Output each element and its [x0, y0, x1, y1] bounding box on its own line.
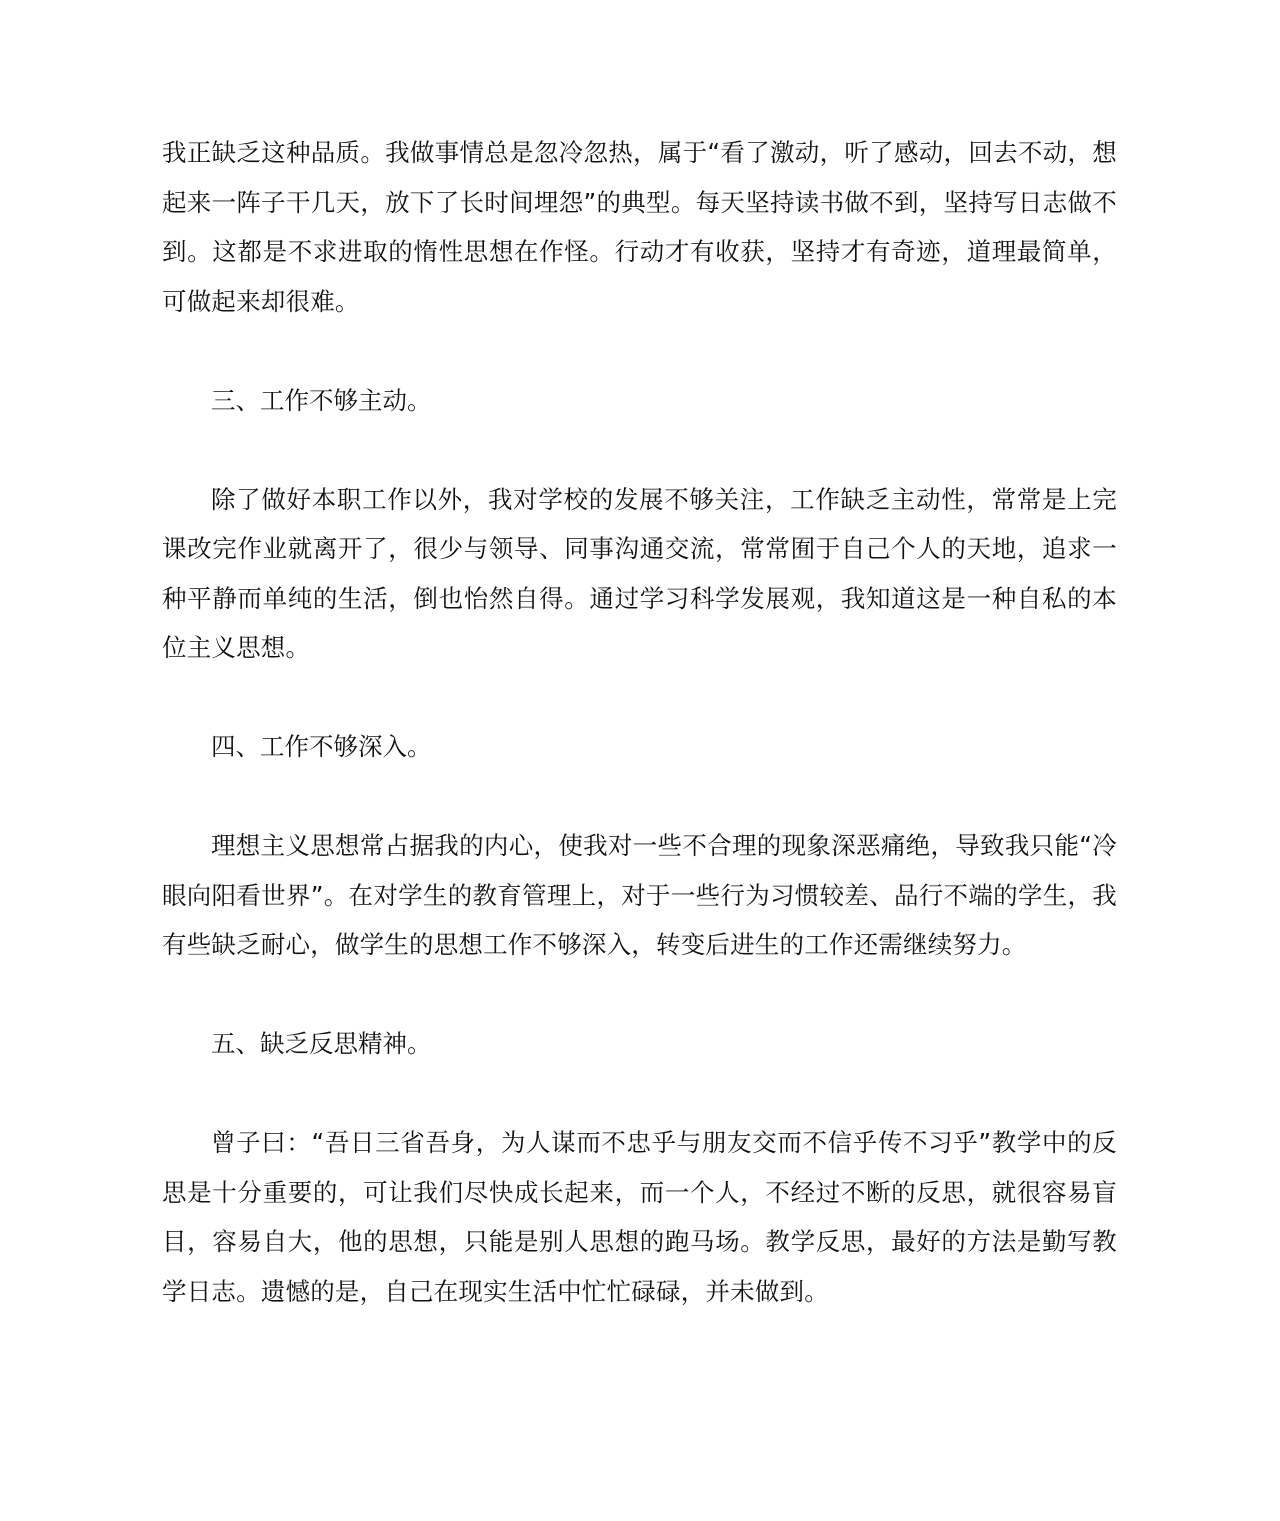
- paragraph-section-5: 曾子曰：“吾日三省吾身，为人谋而不忠乎与朋友交而不信乎传不习乎”教学中的反思是十分重要的，可让我们尽快成长起来，而一个人，不经过不断的反思，就很容易盲目，容易自大，他的思想，只能是别人思想的跑马场。教学反思，最好的方法是勤写教学日志。遗憾的是，自己在现实生活中忙忙碌碌，并未做到。: [162, 1128, 1117, 1306]
- section-heading-3: 三、工作不够主动。: [211, 385, 432, 415]
- paragraph-section-4: 理想主义思想常占据我的内心，使我对一些不合理的现象深恶痛绝，导致我只能“冷眼向阳看世界”。在对学生的教育管理上，对于一些行为习惯较差、品行不端的学生，我有些缺乏耐心，做学生的思想工作不够深入，转变后进生的工作还需继续努力。: [162, 831, 1117, 959]
- section-heading-5: 五、缺乏反思精神。: [211, 1029, 432, 1058]
- paragraph-continuation: 我正缺乏这种品质。我做事情总是忽冷忽热，属于“看了激动，听了感动，回去不动，想起来一阵子干几天，放下了长时间埋怨”的典型。每天坚持读书做不到，坚持写日志做不到。这都是不求进取的惰性思想在作怪。行动才有收获，坚持才有奇迹，道理最简单，可做起来却很难。: [162, 138, 1117, 316]
- section-heading-4: 四、工作不够深入。: [211, 732, 432, 761]
- document-body: [162, 128, 1117, 1366]
- paragraph-section-3: 除了做好本职工作以外，我对学校的发展不够关注，工作缺乏主动性，常常是上完课改完作业就离开了，很少与领导、同事沟通交流，常常囿于自己个人的天地，追求一种平静而单纯的生活，倒也怡然自得。通过学习科学发展观，我知道这是一种自私的本位主义思想。: [162, 484, 1117, 662]
